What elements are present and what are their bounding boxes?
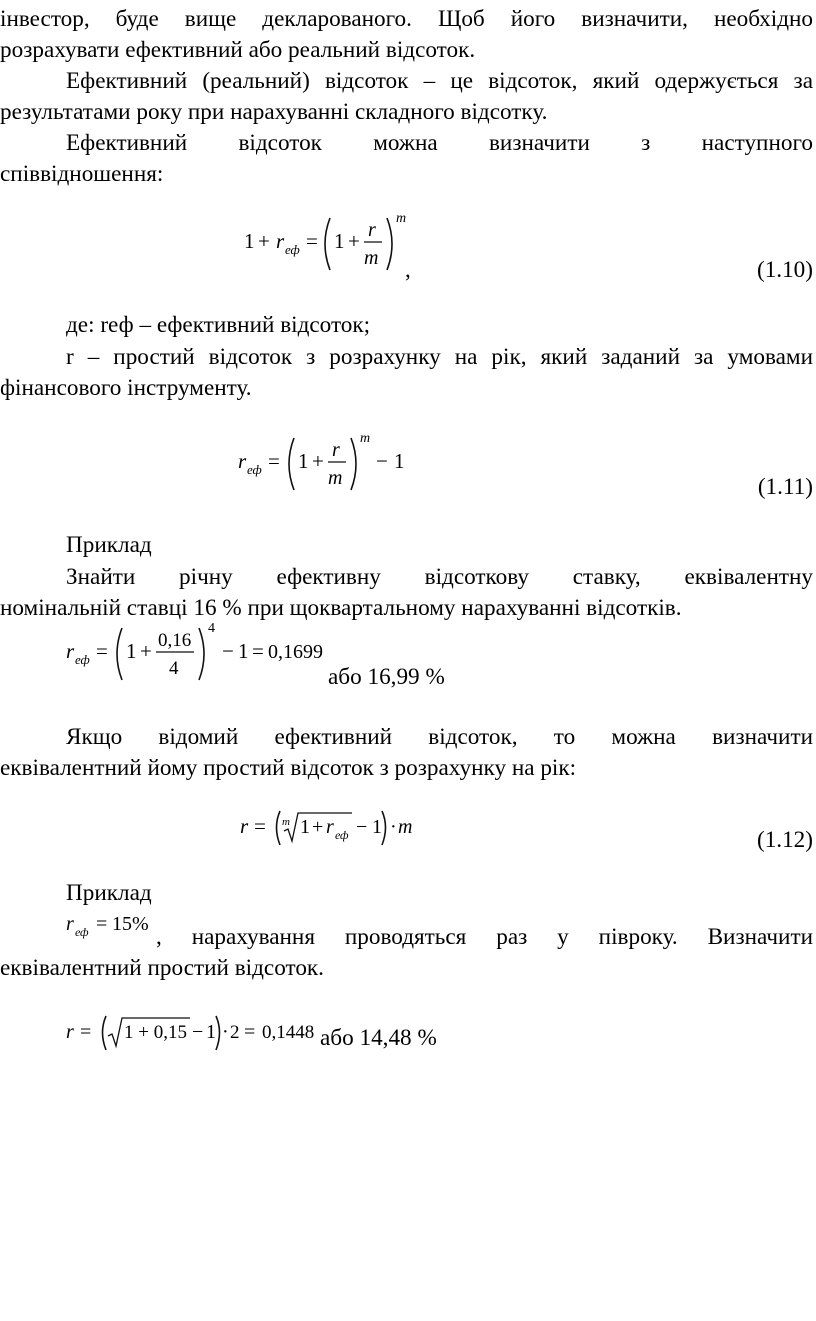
paragraph-definition [0, 66, 813, 128]
paren-left [103, 1016, 107, 1050]
formula-operator: = [244, 1021, 256, 1043]
formula-subscript: еф [247, 462, 262, 477]
formula-variable: r [66, 913, 74, 935]
formula-exponent: 4 [208, 621, 215, 636]
paragraph-def-reff [0, 310, 813, 341]
formula-operator: = [254, 814, 266, 838]
formula-term: 1 [372, 816, 382, 838]
formula-variable: r [66, 639, 75, 663]
text-line: r – простий відсоток з розрахунку на рік, який заданий за умовами [66, 344, 813, 370]
formula-example2-given [66, 910, 162, 942]
text-line: інвестор, буде вище декларованого. Щоб його визначити, необхідно [0, 6, 813, 32]
text-line: еквівалентний йому простий відсоток з розрахунку на рік: [0, 755, 577, 781]
text-line: еквівалентний простий відсоток. [0, 955, 324, 981]
formula-example1 [66, 620, 326, 686]
text-line: Ефективний (реальний) відсоток – це відсоток, який одержується за [66, 68, 813, 94]
text-line: Якщо відомий ефективний відсоток, то можна визначити [66, 724, 813, 750]
formula-exponent: m [360, 431, 371, 446]
formula-subscript: еф [75, 652, 90, 667]
formula-denominator: m [364, 247, 379, 269]
formula-example2-svg [66, 1010, 324, 1056]
formula-result: 0,1448 [262, 1022, 315, 1043]
formula-example2 [66, 1010, 324, 1056]
formula-result: 0,1699 [268, 641, 323, 663]
formula-operator: = [306, 229, 318, 253]
formula-numerator: r [368, 219, 376, 241]
formula-operator: = [96, 639, 108, 663]
formula-operator: + [312, 816, 324, 838]
formula-operator: + [312, 449, 324, 473]
paragraph-example1 [0, 562, 813, 624]
paren-left [277, 811, 281, 845]
formula-numerator: 0,16 [158, 630, 192, 651]
formula-denominator: 4 [169, 658, 179, 679]
paragraph-example1-head [0, 530, 813, 561]
example-heading: Приклад [66, 532, 152, 558]
formula-operator: − [222, 639, 234, 663]
paren-right [199, 628, 204, 680]
formula-operator: · [222, 1021, 229, 1043]
formula-1-10-svg [244, 210, 414, 276]
formula-example2-given-svg [66, 910, 162, 942]
formula-term: 1 [238, 639, 249, 663]
formula-1-10 [244, 210, 414, 276]
formula-denominator: m [328, 467, 343, 489]
equation-number: (1.11) [757, 474, 813, 500]
paragraph-simple-from-effective [0, 722, 813, 784]
formula-operator: + [258, 229, 270, 253]
formula-1-11-svg [238, 430, 418, 496]
formula-term: 1 + 0,15 [124, 1022, 187, 1043]
formula-operator: + [348, 229, 360, 253]
text-line: розрахувати ефективний або реальний відсоток. [0, 37, 476, 63]
formula-term: 2 [230, 1022, 240, 1043]
example-heading: Приклад [66, 880, 152, 906]
formula-operator: − [356, 816, 368, 838]
formula-subscript: еф [285, 242, 300, 257]
formula-operator: = [268, 449, 280, 473]
formula-operator: = [80, 1021, 92, 1043]
formula-1-11 [238, 430, 418, 496]
formula-comma: , [405, 257, 411, 283]
formula-variable: r [326, 816, 334, 838]
text-line: фінансового інструменту. [0, 375, 252, 401]
formula-term: 1 [300, 816, 310, 838]
paragraph-def-r [0, 342, 813, 404]
paren-right [382, 811, 386, 845]
paren-left [325, 218, 330, 270]
formula-term: 1 [334, 229, 345, 253]
formula-1-12-svg [240, 805, 420, 855]
text-line: Знайти річну ефективну відсоткову ставку, еквівалентну [66, 564, 813, 590]
paragraph-example2-l1 [156, 922, 813, 953]
example2-result: або 14,48 % [320, 1025, 437, 1051]
paren-left [289, 438, 294, 490]
formula-operator: = [96, 913, 108, 935]
formula-operator: − [192, 1021, 204, 1043]
formula-subscript: еф [335, 828, 349, 842]
formula-variable: r [66, 1021, 74, 1043]
formula-value: 15% [112, 913, 149, 935]
formula-term: 1 [244, 229, 255, 253]
formula-variable: r [240, 814, 249, 838]
formula-variable: m [398, 816, 413, 838]
formula-exponent: m [396, 211, 407, 226]
paren-right [387, 218, 392, 270]
formula-variable: r [276, 229, 285, 253]
text-line: номінальній ставці 16 % при щоквартальному нарахуванні відсотків. [0, 595, 682, 621]
paren-left [117, 628, 122, 680]
paren-right [216, 1016, 220, 1050]
formula-operator: · [390, 816, 397, 838]
paragraph-example2-head [0, 878, 813, 909]
formula-variable: r [238, 449, 247, 473]
formula-operator: = [252, 639, 264, 663]
equation-number: (1.10) [756, 257, 813, 283]
text-line: результатами року при нарахуванні складного відсотку. [0, 99, 548, 125]
paragraph-ratio-intro [0, 128, 813, 190]
paren-right [351, 438, 356, 490]
equation-number: (1.12) [756, 827, 813, 853]
formula-operator: − [376, 449, 388, 473]
formula-1-12 [240, 805, 420, 855]
radical-index: m [282, 816, 290, 828]
example1-result: або 16,99 % [328, 664, 445, 690]
text-line: співвідношення: [0, 161, 164, 187]
formula-term: 1 [126, 639, 137, 663]
formula-term: 1 [298, 449, 309, 473]
formula-operator: + [140, 639, 152, 663]
paragraph-example2-l2 [0, 953, 813, 984]
formula-term: 1 [206, 1021, 216, 1043]
formula-term: 1 [394, 449, 405, 473]
text-line: , нарахування проводяться раз у півроку. Визначити [156, 924, 813, 950]
text-line: де: rеф – ефективний відсоток; [66, 312, 371, 338]
formula-numerator: r [332, 439, 340, 461]
formula-example1-svg [66, 620, 326, 686]
text-line: Ефективний відсоток можна визначити з наступного [66, 130, 813, 156]
paragraph-intro [0, 4, 813, 66]
formula-subscript: еф [75, 925, 89, 939]
